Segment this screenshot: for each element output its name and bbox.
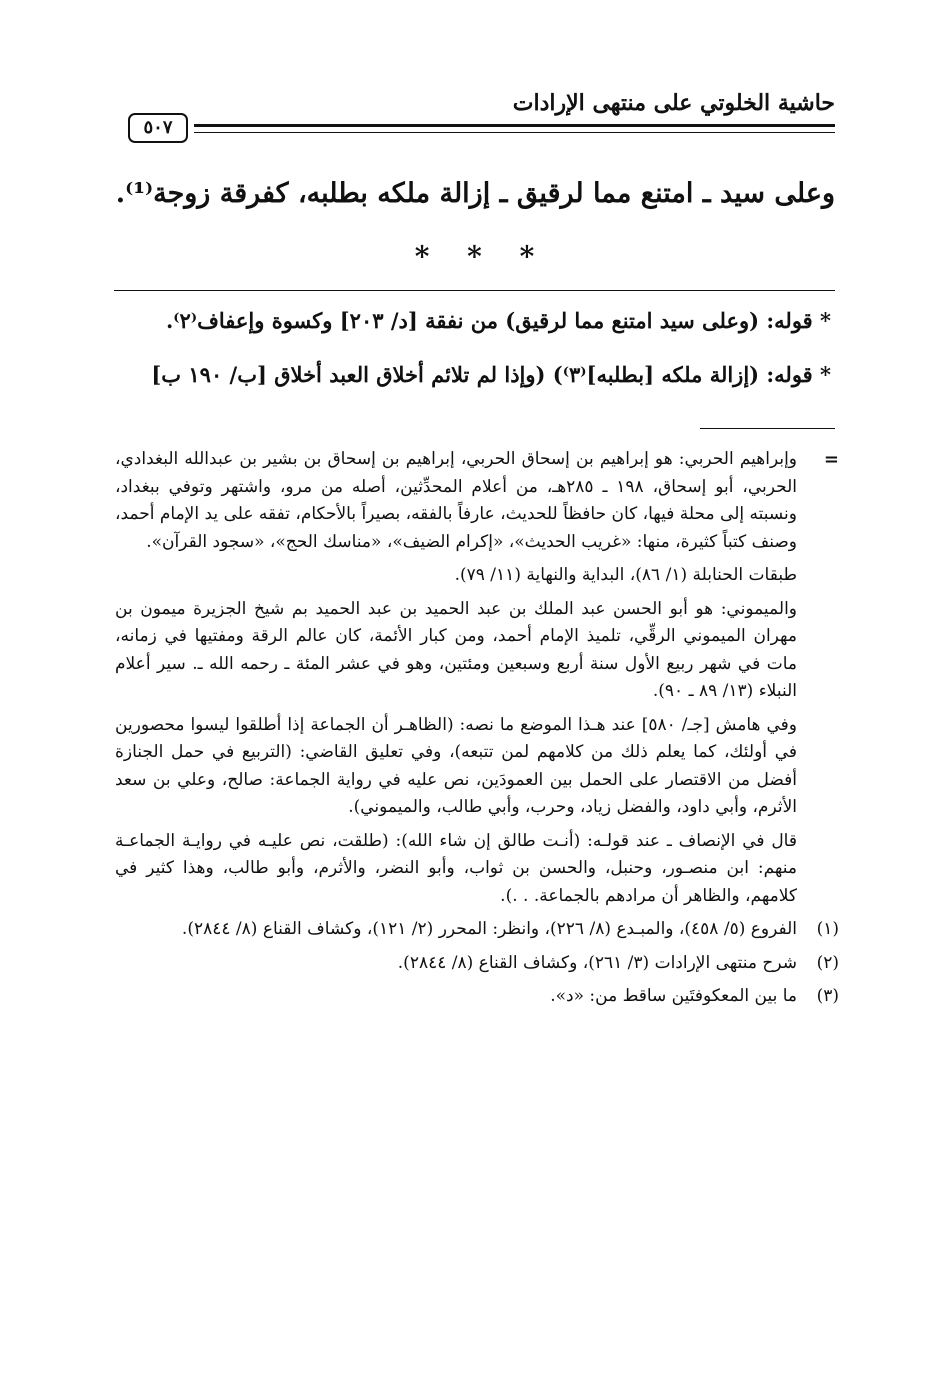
footnote-text: الفروع (٥/ ٤٥٨)، والمبـدع (٨/ ٢٢٦)، وانظر: المحرر (٢/ ١٢١)، وكشاف القناع (٨/ ٢٨٤٤). — [181, 919, 797, 939]
footnote-1 — [115, 916, 839, 944]
running-title: حاشية الخلوتي على منتهى الإرادات — [512, 90, 835, 116]
section-divider — [114, 290, 835, 291]
footnote-margin-note-paragraph — [115, 712, 839, 822]
footnote-3 — [115, 983, 839, 1011]
footnote-paragraph-text: وفي هامش [جـ/ ٥٨٠] عند هـذا الموضع ما نصه: (الظاهـر أن الجماعة إذا أطلقوا ليسوا محصورين في أولئك، كما يعلم ذلك من كلامهم لمن تتبعه)، وفي تعليق القاضي: (التربيع في حمل الجنازة أفضل من الاقتصار على الحمل بين العمودَين، نص عليه في رواية الجماعة: صالح، وعلي بن سعد الأثرم، وأبي داود، والفضل زياد، وحرب، وأبي طالب، والميموني). — [115, 714, 797, 817]
continuation-marker: = — [823, 449, 839, 470]
footnote-insaf-paragraph — [115, 828, 839, 911]
commentary-line-2: * قوله: (إزالة ملكه [بطلبه]⁽٣⁾) (وإذا لم تلائم أخلاق العبد أخلاق [ب/ ١٩٠ ب] — [151, 362, 831, 387]
footnote-paragraph-text: قال في الإنصاف ـ عند قولـه: (أنـت طالق إن شاء الله): (طلقت، نص عليـه في روايـة الجماعـة منهم: ابن منصـور، وحنبل، والحسن بن ثواب، وأبو النضر، والأثرم، وأبو طالب، وهذا كثير في كلامهم، والظاهر أن مرادهم بالجماعة. . .). — [115, 830, 797, 906]
footnote-number: (٣) — [816, 986, 839, 1006]
footnote-paragraph-text: وإبراهيم الحربي: هو إبراهيم بن إسحاق الحربي، إبراهيم بن إسحاق بن بشير بن عبدالله البغدادي، الحربي، أبو إسحاق، ١٩٨ ـ ٢٨٥هـ، من أعلام المحدِّثين، أصله من مرو، واشتهر وتوفي ببغداد، ونسبته إلى محلة فيها، كان حافظاً للحديث، عارفاً بالفقه، بصيراً بالأحكام، تفقه على يد الإمام أحمد، وصنف كتباً كثيرة، منها: «غريب الحديث»، «إكرام الضيف»، «مناسك الحج»، «سجود القرآن». — [115, 449, 797, 552]
section-separator-stars: * * * — [414, 240, 549, 273]
footnote-text: شرح منتهى الإرادات (٣/ ٢٦١)، وكشاف القناع (٨/ ٢٨٤٤). — [397, 952, 797, 973]
matn-text: وعلى سيد ـ امتنع مما لرقيق ـ إزالة ملكه بطلبه، كفرقة زوجة⁽¹⁾. — [115, 178, 835, 209]
page-number-box: ٥٠٧ — [128, 113, 188, 143]
footnote-divider — [700, 428, 835, 429]
footnote-continuation-paragraph — [115, 446, 839, 556]
footnote-number: (٢) — [816, 952, 839, 973]
commentary-line-1: * قوله: (وعلى سيد امتنع مما لرقيق) من نفقة [د/ ٢٠٣] وكسوة وإعفاف⁽٢⁾. — [165, 308, 831, 333]
header-double-rule — [194, 124, 835, 133]
footnote-number: (١) — [816, 919, 839, 939]
footnote-reference-paragraph — [115, 562, 839, 590]
footnote-biography-paragraph — [115, 596, 839, 706]
footnote-paragraph-text: والميموني: هو أبو الحسن عبد الملك بن عبد الحميد بن عبد الحميد بم شيخ الجزيرة ميمون بن مهران الميموني الرقِّي، تلميذ الإمام أحمد، ومن كبار الأئمة، كان عالم الرقة ومفتيها في زمانه، مات في شهر ربيع الأول سنة أربع وسبعين ومئتين، وهو في عشر المئة ـ رحمه الله ـ. سير أعلام النبلاء (١٣/ ٨٩ ـ ٩٠). — [115, 598, 797, 701]
footnote-paragraph-text: طبقات الحنابلة (١/ ٨٦)، البداية والنهاية (١١/ ٧٩). — [454, 565, 797, 585]
footnote-2 — [115, 950, 839, 978]
footnotes-section — [115, 446, 839, 1017]
footnote-text: ما بين المعكوفتَين ساقط من: «د». — [550, 986, 797, 1006]
